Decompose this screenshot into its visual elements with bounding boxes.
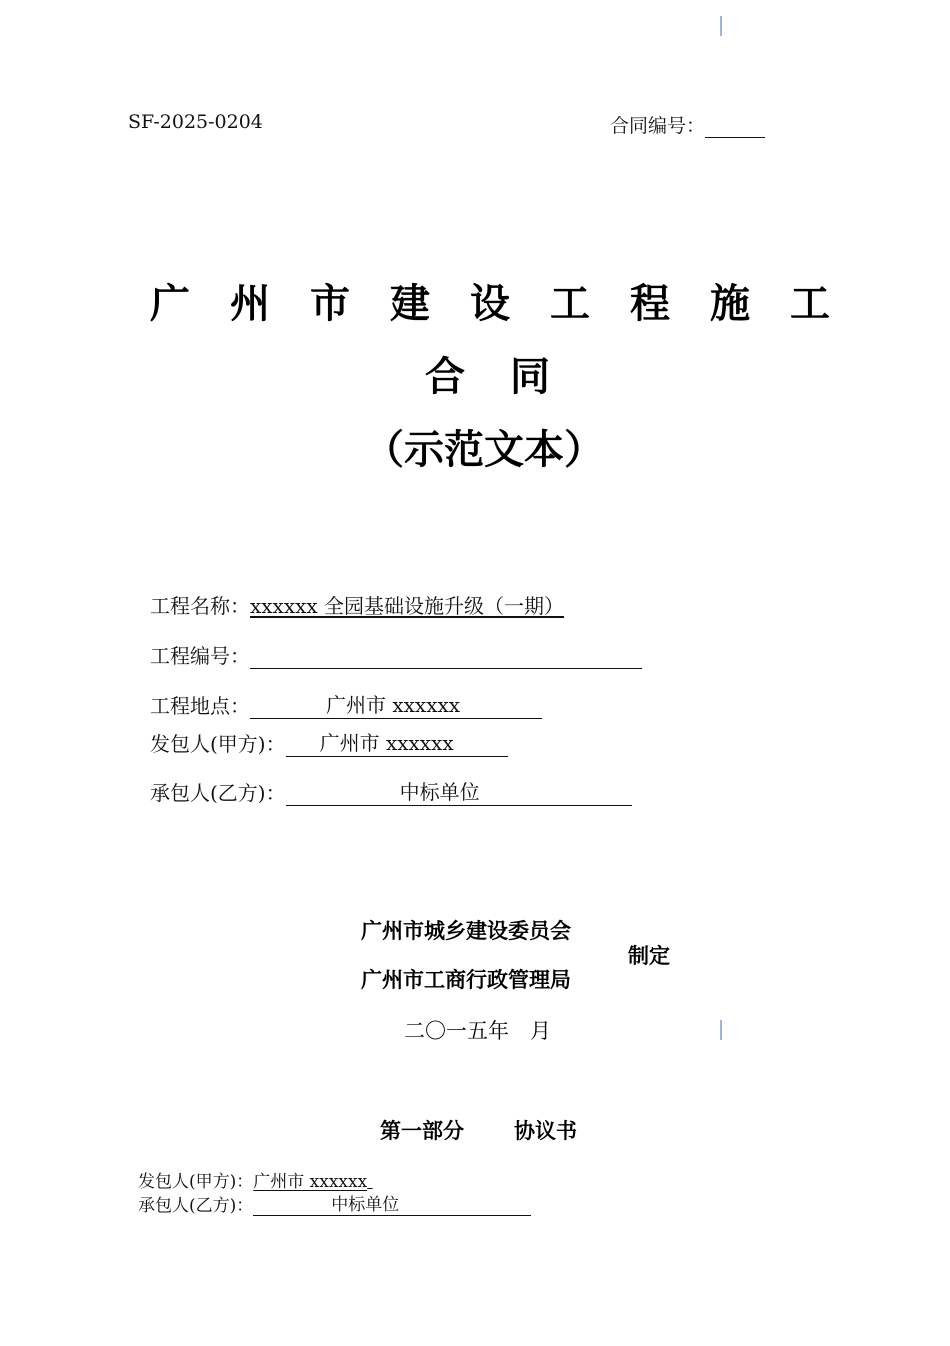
title-char: 工 — [790, 281, 830, 327]
title-char: 市 — [310, 281, 350, 327]
part-one-employer-label: 发包人(甲方)： — [138, 1172, 254, 1192]
title-char: 广 — [150, 281, 190, 327]
title-line-3: （示范文本） — [364, 427, 604, 473]
title-char: 州 — [230, 281, 270, 327]
project-number-blank[interactable] — [250, 646, 642, 669]
employer-value: 广州市 xxxxxx — [319, 731, 454, 755]
issuer-suffix: 制定 — [628, 944, 670, 968]
document-code: SF-2025-0204 — [128, 111, 263, 133]
project-location-label: 工程地点： — [150, 694, 250, 718]
title-char: 工 — [550, 281, 590, 327]
project-location-field — [150, 690, 542, 719]
part-one-contractor-field — [138, 1191, 531, 1216]
title-char: 设 — [470, 281, 510, 327]
employer-label: 发包人(甲方)： — [150, 732, 286, 756]
employer-field — [150, 728, 508, 757]
part-one-contractor-blank[interactable] — [253, 1195, 531, 1216]
project-number-label: 工程编号： — [150, 644, 250, 668]
project-name-value[interactable]: xxxxxx 全园基础设施升级（一期） — [250, 594, 565, 618]
contractor-label: 承包人(乙方)： — [150, 781, 286, 805]
issue-date: 二〇一五年 月 — [404, 1019, 551, 1043]
part-one-contractor-label: 承包人(乙方)： — [138, 1196, 254, 1216]
part-one-employer-field — [138, 1167, 373, 1192]
project-location-value: 广州市 xxxxxx — [326, 693, 461, 717]
part-one-heading — [380, 1115, 577, 1145]
title-char: 同 — [510, 354, 550, 400]
issuer-org-2: 广州市工商行政管理局 — [361, 968, 571, 992]
contractor-value: 中标单位 — [399, 780, 480, 804]
employer-blank[interactable] — [286, 731, 508, 757]
issuer-org-1: 广州市城乡建设委员会 — [361, 919, 571, 943]
project-name-label: 工程名称： — [150, 594, 250, 618]
contract-number — [610, 111, 765, 138]
part-one-contractor-value: 中标单位 — [331, 1195, 400, 1215]
title-line-1 — [150, 272, 830, 329]
contractor-blank[interactable] — [286, 780, 632, 806]
project-name-field — [150, 590, 564, 619]
contractor-field — [150, 777, 632, 806]
title-char: 程 — [630, 281, 670, 327]
project-location-blank[interactable] — [250, 693, 542, 719]
project-number-field — [150, 640, 642, 669]
agreement-label: 协议书 — [514, 1119, 577, 1143]
title-char: 建 — [390, 281, 430, 327]
text-cursor-top — [720, 16, 722, 36]
title-char: 施 — [710, 281, 750, 327]
text-cursor-mid — [720, 1020, 722, 1040]
contract-number-blank[interactable] — [705, 115, 765, 138]
title-char: 合 — [425, 354, 465, 400]
contract-number-label: 合同编号： — [610, 115, 706, 137]
part-one-label: 第一部分 — [380, 1119, 464, 1143]
title-line-2 — [425, 345, 550, 402]
part-one-employer-value[interactable]: 广州市 xxxxxx — [253, 1172, 368, 1192]
